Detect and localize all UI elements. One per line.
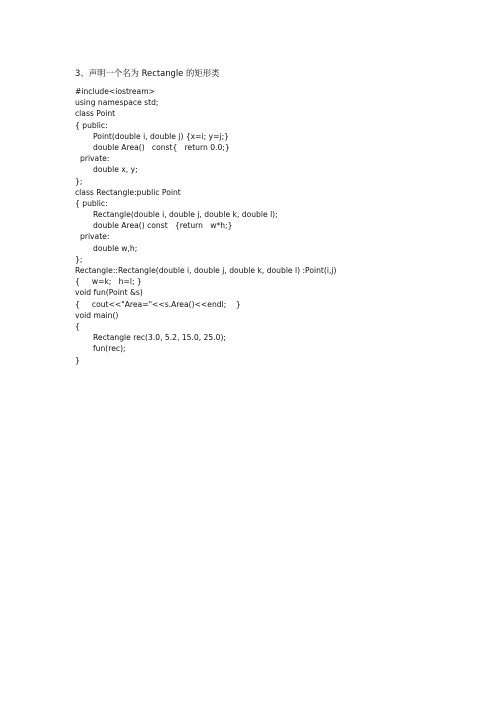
code-line: using namespace std;: [75, 98, 159, 108]
code-line: {: [75, 321, 80, 331]
code-line: double Area() const{ return 0.0;}: [93, 142, 230, 152]
code-line: double Area() const {return w*h;}: [93, 221, 233, 231]
code-listing: [75, 86, 336, 366]
code-line: private:: [80, 154, 110, 164]
code-line: #include<iostream>: [75, 87, 155, 96]
code-line: };: [75, 254, 83, 264]
section-heading: 3、声明一个名为 Rectangle 的矩形类: [75, 68, 220, 78]
code-line: void main(): [75, 310, 119, 320]
code-line: Point(double i, double j) {x=i; y=j;}: [93, 131, 229, 141]
code-line: { public:: [75, 198, 108, 208]
code-line: class Rectangle:public Point: [75, 187, 181, 197]
code-line: }: [75, 355, 80, 365]
code-line: private:: [80, 232, 110, 242]
code-line: { cout<<"Area="<<s.Area()<<endl; }: [75, 299, 241, 309]
code-line: fun(rec);: [93, 344, 126, 354]
code-line: Rectangle rec(3.0, 5.2, 15.0, 25.0);: [93, 333, 226, 343]
code-line: Rectangle::Rectangle(double i, double j, double k, double l) :Point(i,j): [75, 266, 337, 275]
code-line: { w=k; h=l; }: [75, 277, 142, 287]
code-line: double x, y;: [93, 165, 138, 175]
code-line: double w,h;: [93, 243, 138, 253]
code-line: void fun(Point &s): [75, 288, 143, 298]
code-line: class Point: [75, 109, 116, 119]
code-line: { public:: [75, 120, 108, 130]
code-line: };: [75, 176, 83, 186]
code-line: Rectangle(double i, double j, double k, double l);: [93, 210, 278, 220]
